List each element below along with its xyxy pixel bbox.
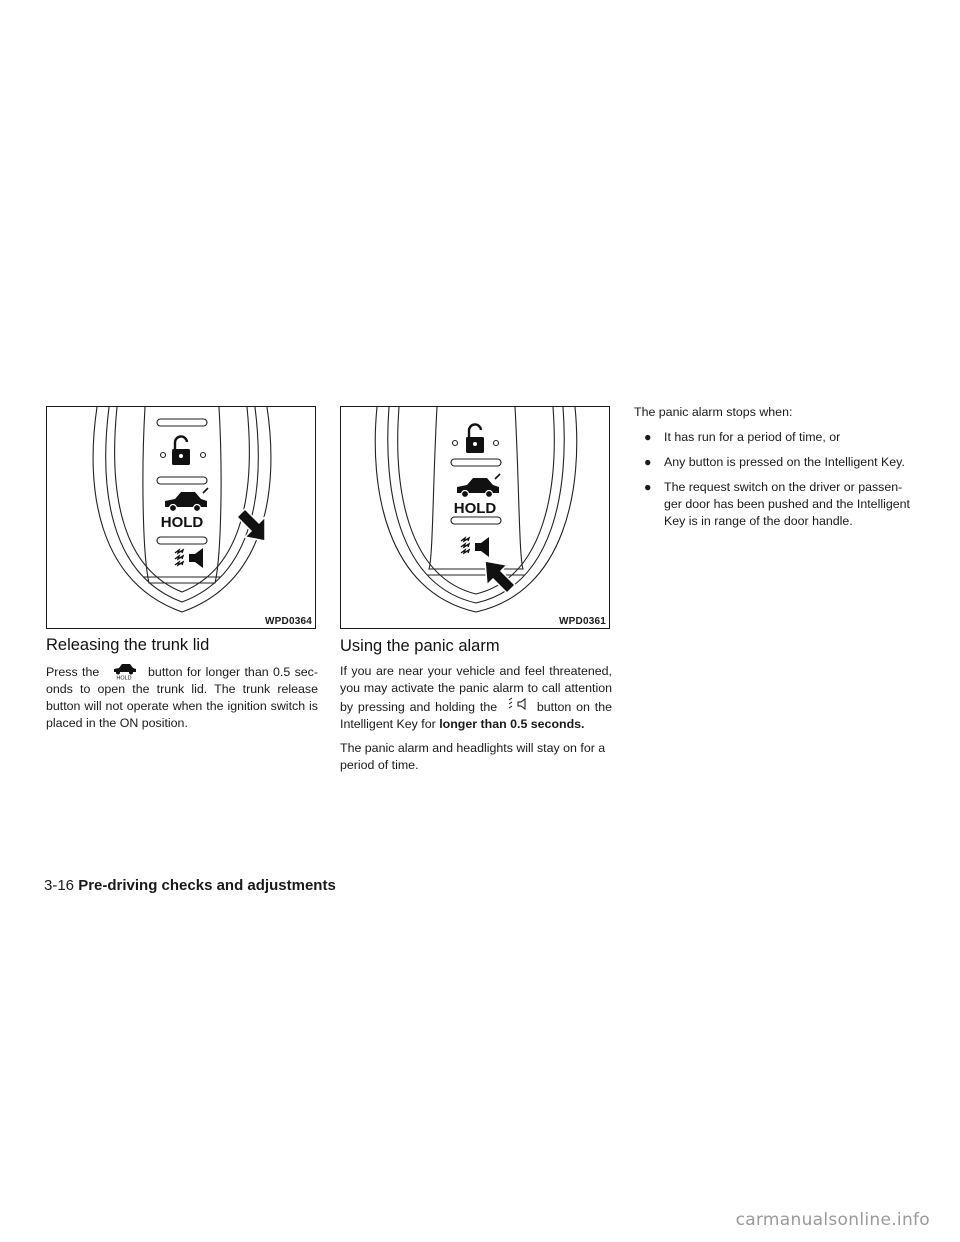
panic-alarm-icon bbox=[503, 697, 531, 715]
panic-text-mid: button on the Intelligent Key for bbox=[340, 700, 612, 731]
page-number: 3-16 bbox=[44, 877, 75, 894]
page-footer bbox=[44, 877, 336, 894]
section-heading-trunk: Releasing the trunk lid bbox=[46, 636, 210, 654]
list-item: ● It has run for a period of time, or bbox=[644, 430, 841, 444]
panic-paragraph-2: The panic alarm and headlights will stay on for a period of time. bbox=[340, 741, 606, 772]
stops-list bbox=[634, 429, 914, 538]
figure-panic-key bbox=[340, 406, 610, 629]
section-heading-panic: Using the panic alarm bbox=[340, 637, 500, 655]
trunk-hold-icon bbox=[105, 662, 143, 680]
svg-text:HOLD: HOLD bbox=[116, 675, 132, 680]
figure-code: WPD0361 bbox=[559, 616, 606, 627]
watermark: carmanualsonline.info bbox=[735, 1210, 930, 1230]
intelligent-key-illustration bbox=[47, 407, 316, 629]
hold-label: HOLD bbox=[453, 500, 497, 517]
intelligent-key-illustration bbox=[341, 407, 610, 629]
trunk-paragraph bbox=[46, 662, 318, 732]
figure-trunk-key bbox=[46, 406, 316, 629]
panic-text-start: If you are near your vehicle and feel threatened, you may activate the panic alarm to call attention by pressing and holding the bbox=[340, 664, 612, 714]
panic-text-bold: longer than 0.5 seconds. bbox=[439, 717, 585, 731]
trunk-text-end: button for longer than 0.5 sec-onds to open the trunk lid. The trunk release button will not operate when the ignition switch is placed in the ON position. bbox=[46, 665, 318, 730]
list-item: ● The request switch on the driver or passen-ger door has been pushed and the Intelligent Key is in range of the door handle. bbox=[644, 480, 910, 528]
unlock-icon bbox=[466, 424, 484, 453]
figure-code: WPD0364 bbox=[265, 616, 312, 627]
hold-label: HOLD bbox=[160, 514, 204, 531]
trunk-car-icon bbox=[165, 488, 208, 512]
panic-alarm-icon bbox=[175, 548, 203, 568]
pointer-arrow-icon bbox=[237, 509, 265, 541]
stops-intro: The panic alarm stops when: bbox=[634, 405, 793, 419]
section-title: Pre-driving checks and adjustments bbox=[78, 877, 336, 894]
trunk-car-icon bbox=[457, 474, 500, 498]
list-item: ● Any button is pressed on the Intelligent Key. bbox=[644, 455, 905, 469]
unlock-icon bbox=[172, 436, 190, 465]
trunk-text-start: Press the bbox=[46, 665, 100, 679]
panic-alarm-icon bbox=[461, 537, 489, 557]
panic-paragraph-1 bbox=[340, 663, 612, 733]
